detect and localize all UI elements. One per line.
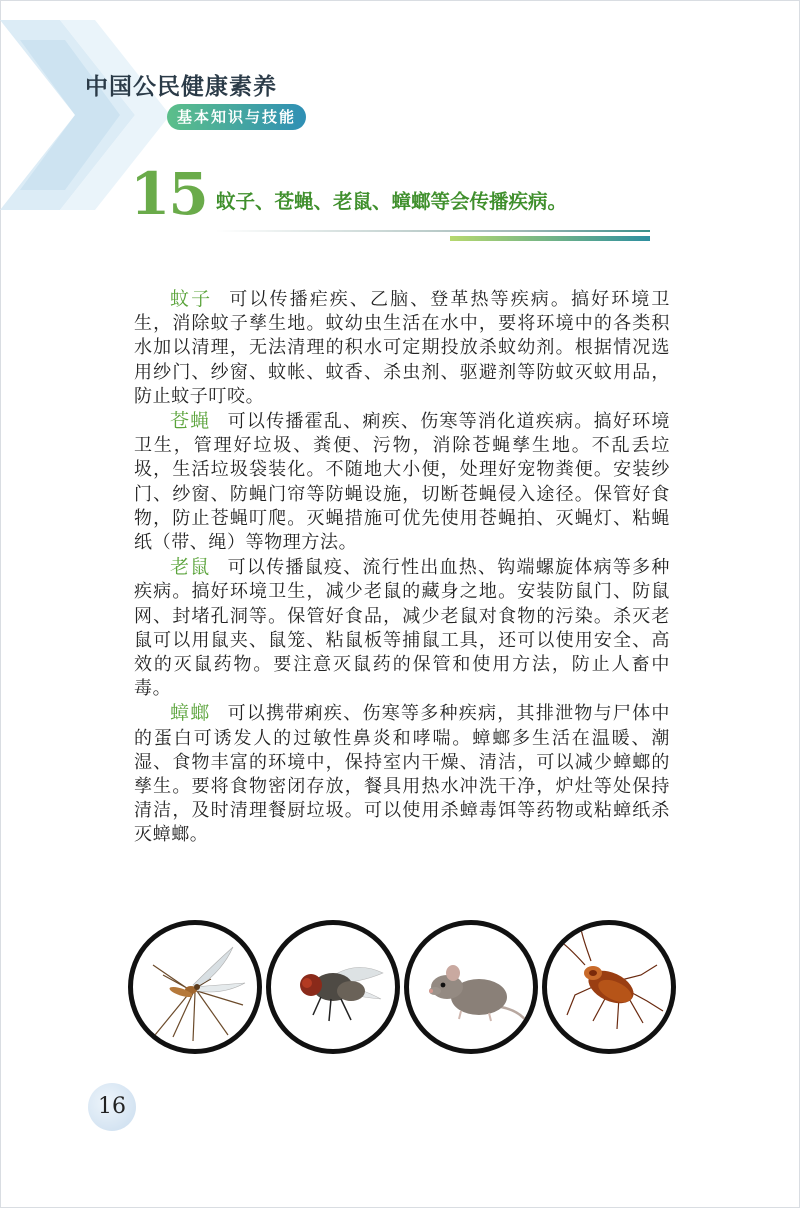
paragraph-text: 可以携带痢疾、伤寒等多种疾病，其排泄物与尸体中的蛋白可诱发人的过敏性鼻炎和哮喘。蟑螂多生活在温暖、潮湿、食物丰富的环境中，保持室内干燥、清洁，可以减少蟑螂的孳生。要将食物密闭存放，餐具用热水冲洗干净，炉灶等处保持清洁，及时清理餐厨垃圾。可以使用杀蟑毒饵等药物或粘蟑纸杀灭蟑螂。	[134, 703, 670, 846]
book-subtitle: 基本知识与技能	[167, 104, 306, 130]
paragraph-text: 可以传播霍乱、痢疾、伤寒等消化道疾病。搞好环境卫生，管理好垃圾、粪便、污物，消除苍蝇孳生地。不乱丢垃圾，生活垃圾袋装化。不随地大小便，处理好宠物粪便。安装纱门、纱窗、防蝇门帘等防蝇设施，切断苍蝇侵入途径。保管好食物，防止苍蝇叮爬。灭蝇措施可优先使用苍蝇拍、灭蝇灯、粘蝇纸（带、绳）等物理方法。	[134, 411, 670, 554]
keyword-cockroach: 蟑螂	[170, 702, 211, 725]
cockroach-image	[542, 920, 676, 1054]
rat-image	[404, 920, 538, 1054]
book-title: 中国公民健康素养	[85, 74, 277, 100]
keyword-rat: 老鼠	[170, 556, 211, 579]
section-divider	[216, 230, 650, 232]
page-number: 16	[98, 1094, 126, 1119]
section-accent-bar	[450, 236, 650, 241]
keyword-mosquito: 蚊子	[170, 288, 213, 310]
section-number: 15	[130, 160, 207, 228]
paragraph-text: 可以传播疟疾、乙脑、登革热等疾病。搞好环境卫生，消除蚊子孳生地。蚊幼虫生活在水中，要将环境中的各类积水加以清理，无法清理的积水可定期投放杀蚊幼剂。根据情况选用纱门、纱窗、蚊帐、蚊香、杀虫剂、驱避剂等防蚊灭蚊用品，防止蚊子叮咬。	[134, 289, 670, 407]
paragraph-rat	[134, 555, 670, 701]
pest-images	[128, 920, 668, 1050]
paragraph-mosquito	[134, 287, 670, 409]
paragraph-text: 可以传播鼠疫、流行性出血热、钩端螺旋体病等多种疾病。搞好环境卫生，减少老鼠的藏身之地。安装防鼠门、防鼠网、封堵孔洞等。保管好食品，减少老鼠对食物的污染。杀灭老鼠可以用鼠夹、鼠笼、粘鼠板等捕鼠工具，还可以使用安全、高效的灭鼠药物。要注意灭鼠药的保管和使用方法，防止人畜中毒。	[134, 557, 670, 700]
paragraph-cockroach	[134, 701, 670, 847]
section-title: 蚊子、苍蝇、老鼠、蟑螂等会传播疾病。	[216, 190, 568, 213]
mosquito-image	[128, 920, 262, 1054]
fly-image	[266, 920, 400, 1054]
body-text	[134, 287, 670, 848]
paragraph-fly	[134, 409, 670, 555]
keyword-fly: 苍蝇	[170, 410, 211, 433]
